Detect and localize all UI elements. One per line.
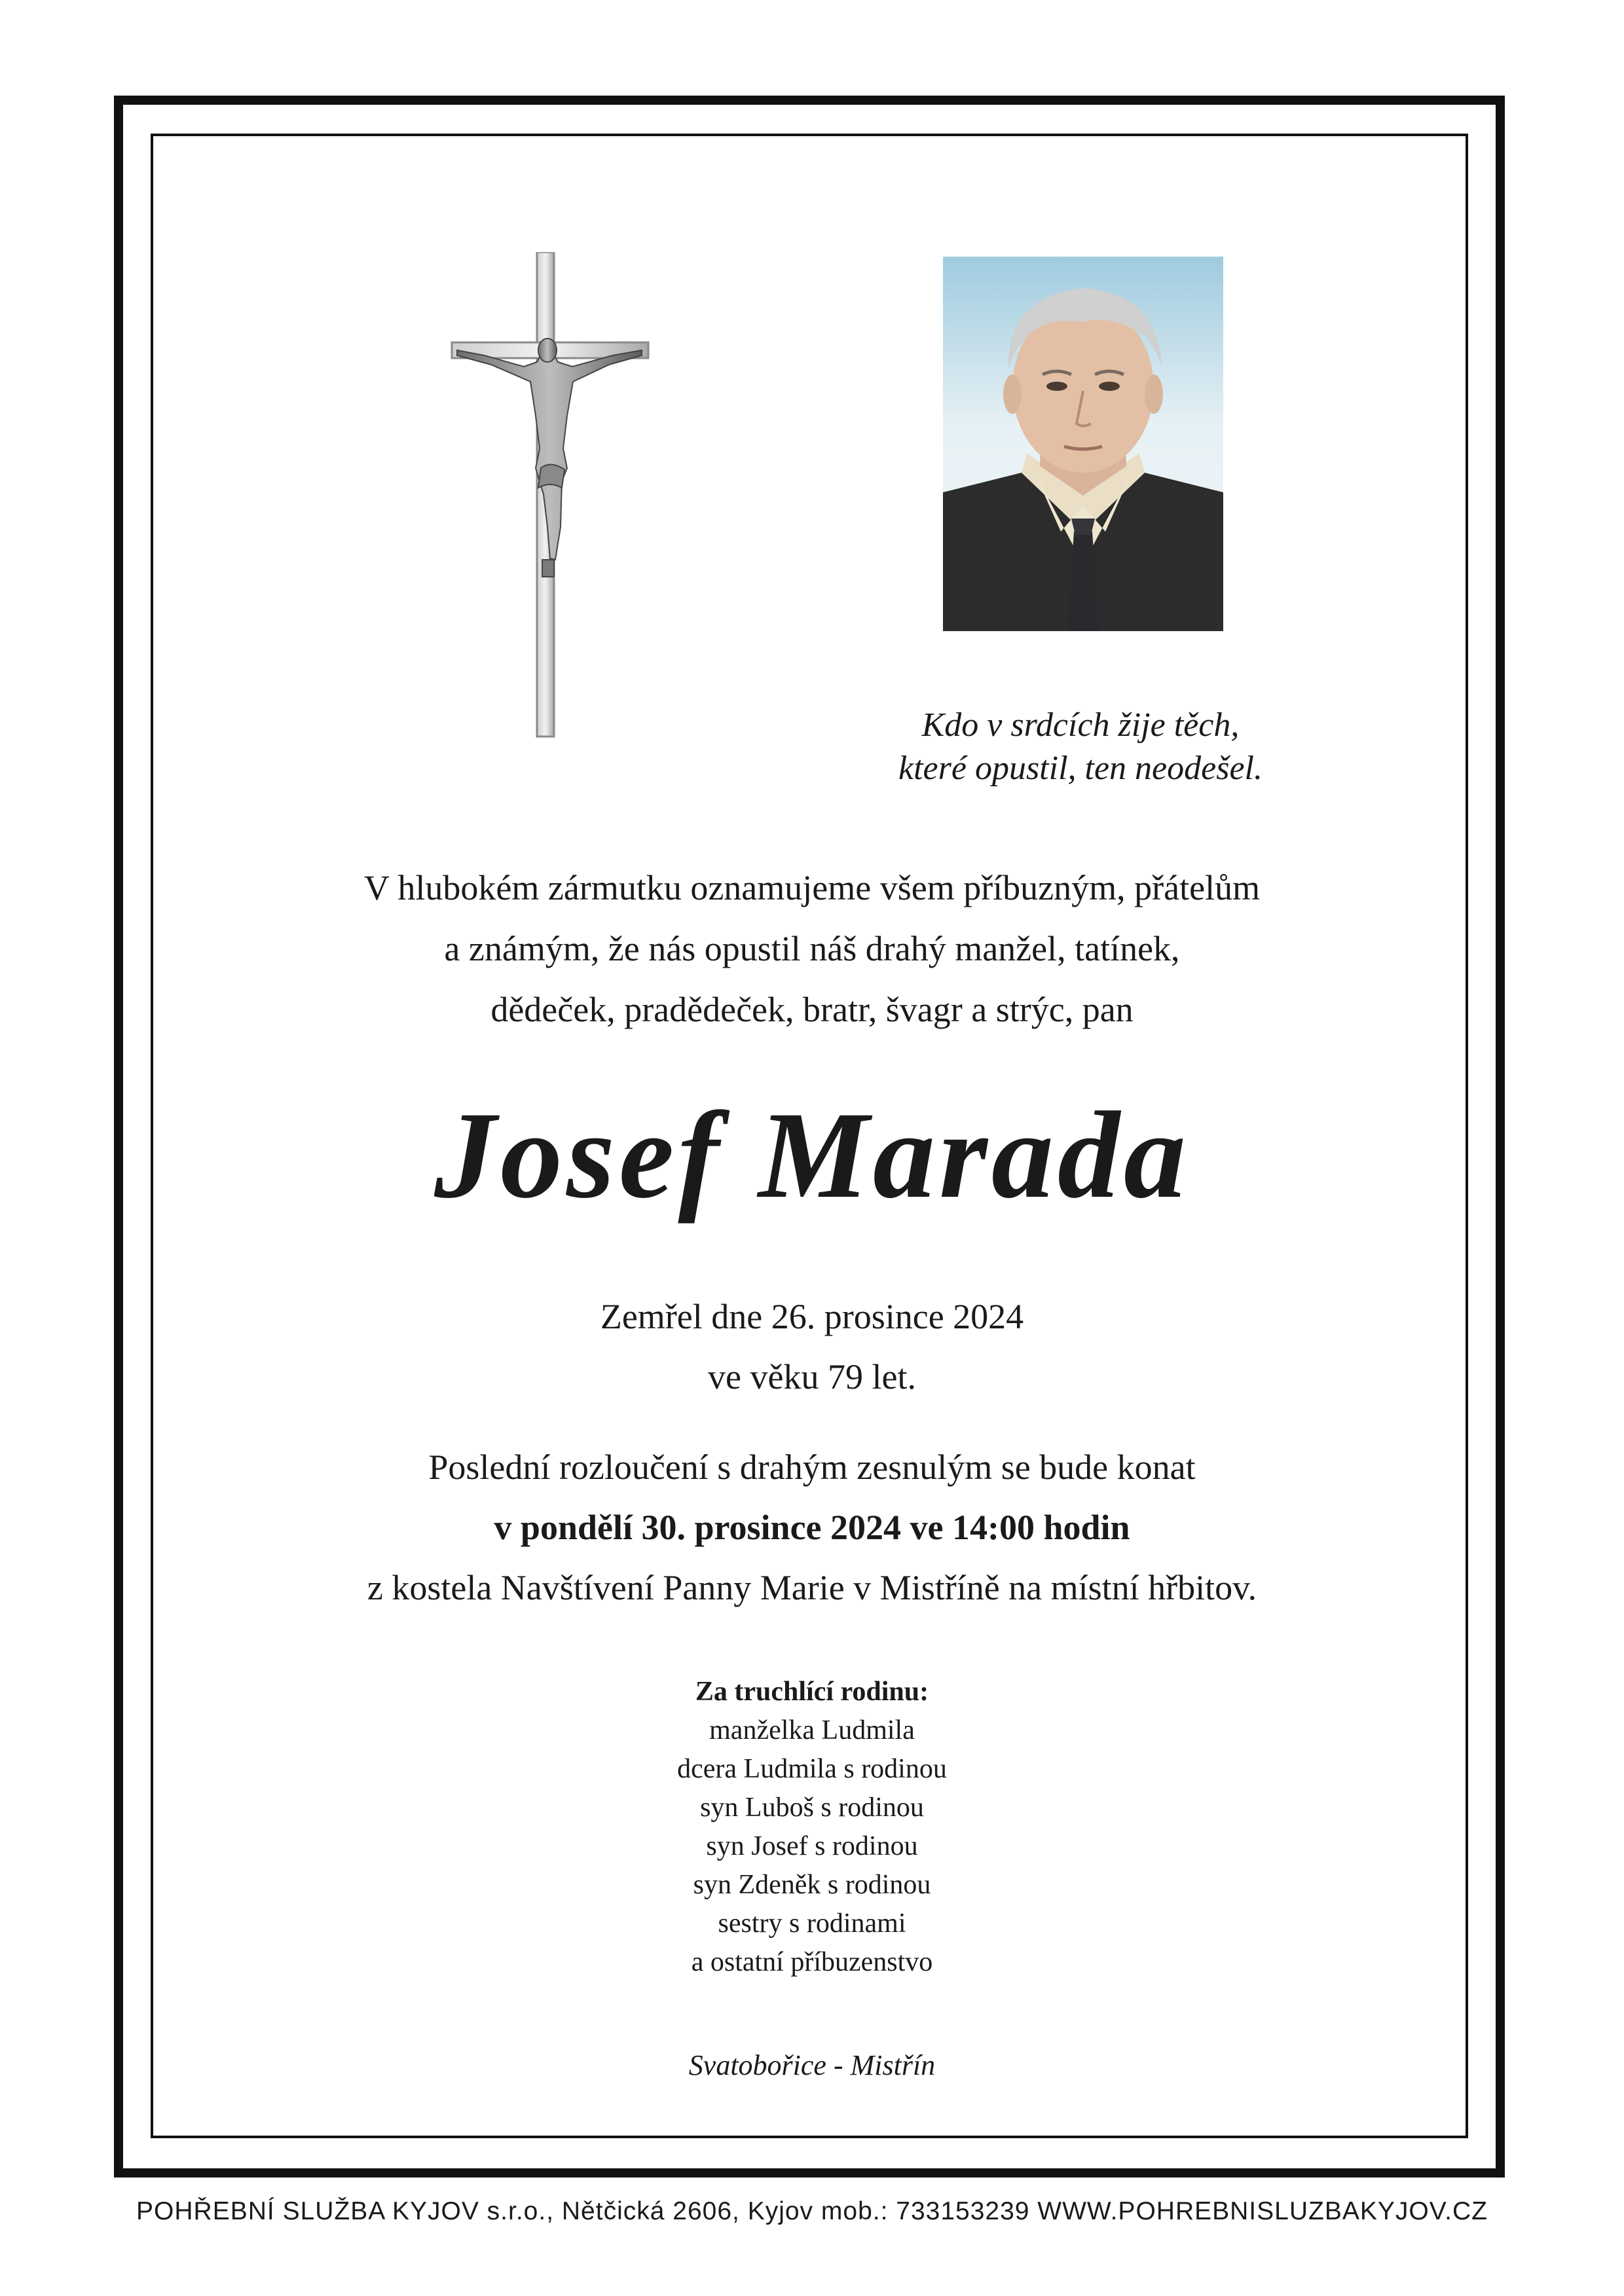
family-member: syn Zdeněk s rodinou: [693, 1870, 931, 1900]
announcement-line: a známým, že nás opustil náš drahý manžel, tatínek,: [444, 929, 1180, 968]
funeral-location: z kostela Navštívení Panny Marie v Mistříně na místní hřbitov.: [367, 1568, 1257, 1607]
family-member: dcera Ludmila s rodinou: [677, 1754, 947, 1784]
family-member: syn Luboš s rodinou: [700, 1793, 924, 1823]
death-info: [196, 1286, 1428, 1407]
family-list: [196, 1673, 1428, 1982]
funeral-line: Poslední rozloučení s drahým zesnulým se bude konat: [428, 1448, 1196, 1487]
death-date: Zemřel dne 26. prosince 2024: [600, 1297, 1024, 1336]
family-member: sestry s rodinami: [718, 1908, 906, 1939]
funeral-service-footer: POHŘEBNÍ SLUŽBA KYJOV s.r.o., Nětčická 2606, Kyjov mob.: 733153239 WWW.POHREBNISLUZBAKYJOV.CZ: [136, 2197, 1488, 2225]
place-name: Svatobořice - Mistřín: [688, 2049, 936, 2081]
funeral-info: [196, 1437, 1428, 1618]
portrait-photo: [943, 257, 1223, 631]
deceased-name: Josef Marada: [434, 1087, 1190, 1224]
motto-line: které opustil, ten neodešel.: [898, 750, 1263, 787]
family-heading: Za truchlící rodinu:: [695, 1677, 929, 1707]
family-member: syn Josef s rodinou: [706, 1831, 918, 1861]
death-age: ve věku 79 let.: [708, 1357, 916, 1396]
announcement-text: [196, 858, 1428, 1040]
family-member: a ostatní příbuzenstvo: [691, 1947, 933, 1977]
crucifix-icon: [445, 252, 655, 743]
motto-quote: [819, 704, 1342, 790]
announcement-line: V hlubokém zármutku oznamujeme všem příbuzným, přátelům: [363, 868, 1261, 907]
announcement-line: dědeček, pradědeček, bratr, švagr a strýc, pan: [490, 990, 1134, 1029]
funeral-datetime: v pondělí 30. prosince 2024 ve 14:00 hodin: [494, 1508, 1130, 1547]
motto-line: Kdo v srdcích žije těch,: [921, 706, 1240, 744]
family-member: manželka Ludmila: [709, 1715, 915, 1745]
